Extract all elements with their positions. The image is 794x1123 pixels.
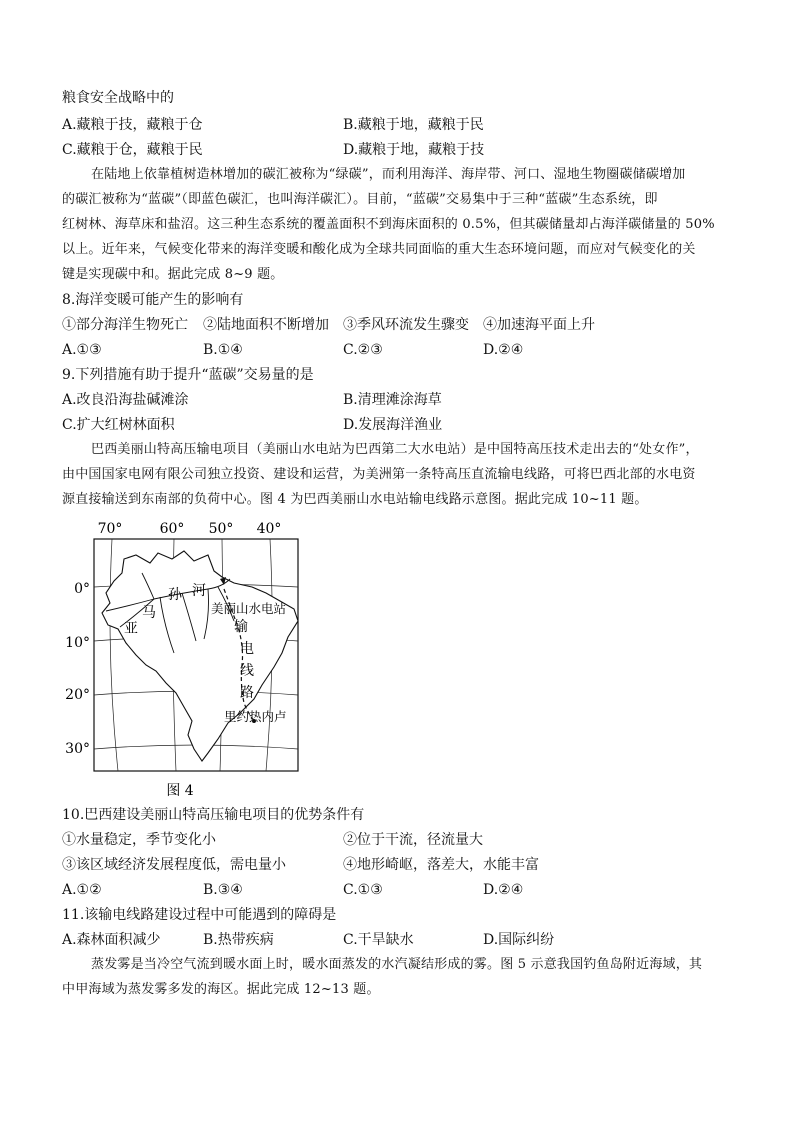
passage1-line: 键是实现碳中和。据此完成 8~9 题。 [62, 267, 284, 282]
passage1-line: 的碳汇被称为“蓝碳”（即蓝色碳汇，也叫海洋碳汇）。目前，“蓝碳”交易集中于三种“蓝碳”生态系统，即 [62, 192, 658, 207]
q10-option-d[interactable]: D.②④ [483, 882, 524, 898]
amazon-label-char: 马 [142, 605, 156, 621]
passage3-line: 蒸发雾是当冷空气流到暖水面上时，暖水面蒸发的水汽凝结形成的雾。图 5 示意我国钓鱼岛附近海域，其 [91, 957, 703, 972]
lon-label-70: 70° [97, 521, 123, 537]
rio-label: 里约热内卢 [224, 709, 287, 724]
q10-item-1: ①水量稳定，季节变化小 [62, 832, 216, 848]
line-label-char: 线 [240, 663, 254, 679]
q8-item-1: ①部分海洋生物死亡 [62, 317, 188, 333]
passage2-line: 源直接输送到东南部的负荷中心。图 4 为巴西美丽山水电站输电线路示意图。据此完成 10~11 题。 [62, 492, 648, 507]
q10-option-a[interactable]: A.①② [62, 882, 102, 898]
q10-stem: 10.巴西建设美丽山特高压输电项目的优势条件有 [62, 807, 365, 823]
lon-label-60: 60° [159, 521, 185, 537]
passage1-line: 在陆地上依靠植树造林增加的碳汇被称为“绿碳”，而利用海洋、海岸带、河口、湿地生物圈碳储碳增加 [91, 167, 686, 182]
q7-option-c[interactable]: C.藏粮于仓，藏粮于民 [62, 142, 203, 158]
line-label-char: 输 [234, 619, 248, 635]
passage2-line: 巴西美丽山特高压输电项目（美丽山水电站为巴西第二大水电站）是中国特高压技术走出去的“处女作”， [91, 442, 699, 457]
q8-option-d[interactable]: D.②④ [483, 342, 524, 358]
passage3-line: 中甲海域为蒸发雾多发的海区。据此完成 12~13 题。 [62, 982, 380, 997]
passage1-line: 以上。近年来，气候变化带来的海洋变暖和酸化成为全球共同面临的重大生态环境问题，而应对气候变化的关 [62, 242, 696, 257]
amazon-label-char: 亚 [124, 621, 138, 637]
line-label-char: 路 [240, 685, 254, 701]
q8-item-4: ④加速海平面上升 [483, 317, 595, 333]
amazon-label-char: 河 [192, 583, 206, 599]
q8-item-3: ③季风环流发生骤变 [343, 317, 469, 333]
q10-option-b[interactable]: B.③④ [203, 882, 243, 898]
figure-4-map [62, 515, 312, 805]
lat-label-30: 30° [65, 741, 90, 757]
passage1-line: 红树林、海草床和盐沼。这三种生态系统的覆盖面积不到海床面积的 0.5%，但其碳储量却占海洋碳储量的 50% [62, 217, 715, 232]
passage2-line: 由中国国家电网有限公司独立投资、建设和运营，为美洲第一条特高压直流输电线路，可将巴西北部的水电资 [62, 467, 696, 482]
lon-label-40: 40° [256, 521, 282, 537]
line-label-char: 电 [240, 641, 254, 657]
q7-option-a[interactable]: A.藏粮于技，藏粮于仓 [62, 117, 203, 133]
q11-option-d[interactable]: D.国际纠纷 [483, 932, 555, 948]
q9-option-b[interactable]: B.清理滩涂海草 [343, 392, 442, 408]
lat-label-0: 0° [74, 581, 90, 597]
q10-item-4: ④地形崎岖，落差大，水能丰富 [343, 857, 539, 873]
lat-label-10: 10° [65, 635, 90, 651]
q10-item-3: ③该区域经济发展程度低，需电量小 [62, 857, 286, 873]
q10-option-c[interactable]: C.①③ [343, 882, 383, 898]
q8-option-a[interactable]: A.①③ [62, 342, 102, 358]
q11-option-a[interactable]: A.森林面积减少 [62, 932, 161, 948]
q7-option-d[interactable]: D.藏粮于地，藏粮于技 [343, 142, 485, 158]
lat-label-20: 20° [65, 687, 90, 703]
q9-stem: 9.下列措施有助于提升“蓝碳”交易量的是 [62, 367, 314, 383]
station-label: 美丽山水电站 [211, 601, 287, 616]
q10-item-2: ②位于干流，径流量大 [343, 832, 483, 848]
q9-option-a[interactable]: A.改良沿海盐碱滩涂 [62, 392, 189, 408]
q7-stem-tail: 粮食安全战略中的 [62, 90, 174, 106]
q8-option-b[interactable]: B.①④ [203, 342, 243, 358]
q7-option-b[interactable]: B.藏粮于地，藏粮于民 [343, 117, 484, 133]
q8-stem: 8.海洋变暖可能产生的影响有 [62, 292, 244, 308]
amazon-label-char: 孙 [168, 587, 182, 603]
q11-option-c[interactable]: C.干旱缺水 [343, 932, 414, 948]
q11-stem: 11.该输电线路建设过程中可能遇到的障碍是 [62, 907, 337, 923]
q8-item-2: ②陆地面积不断增加 [203, 317, 329, 333]
q8-option-c[interactable]: C.②③ [343, 342, 383, 358]
figure-caption: 图 4 [166, 783, 194, 799]
q9-option-c[interactable]: C.扩大红树林面积 [62, 417, 175, 433]
q9-option-d[interactable]: D.发展海洋渔业 [343, 417, 443, 433]
lon-label-50: 50° [208, 521, 234, 537]
q11-option-b[interactable]: B.热带疾病 [203, 932, 274, 948]
